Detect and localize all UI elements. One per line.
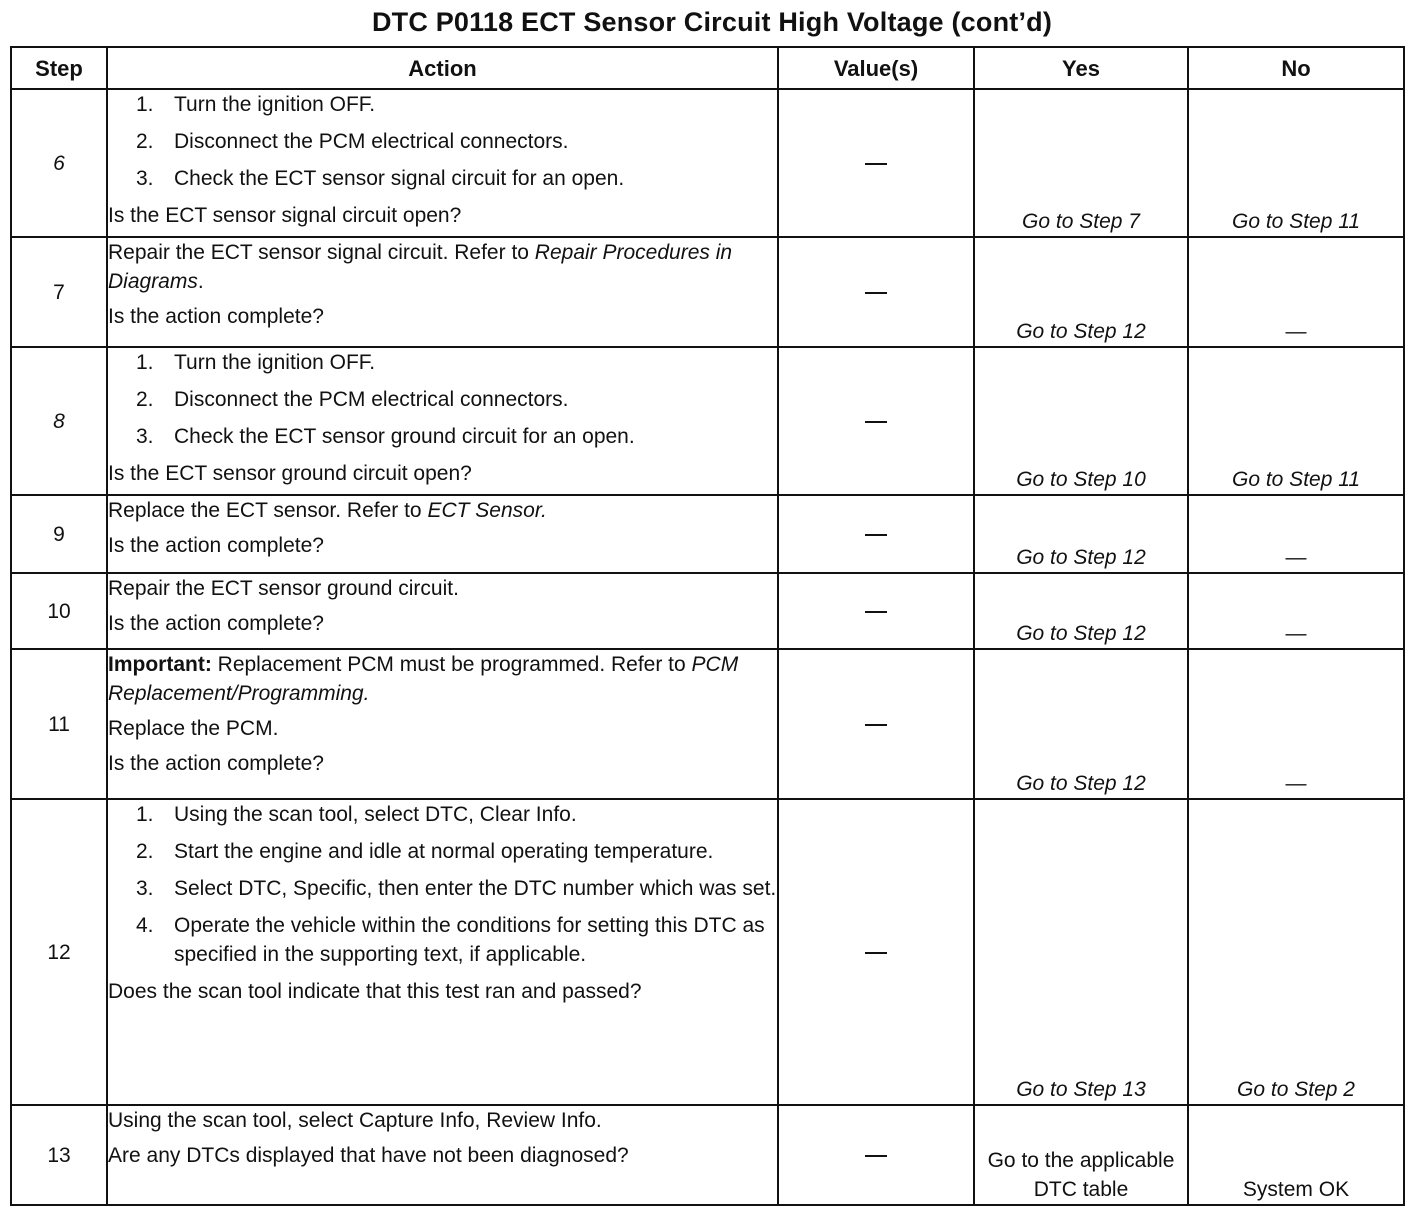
reference-link-text: Repair Procedures in Diagrams — [108, 241, 733, 293]
table-row — [11, 347, 1404, 495]
no-cell: Go to Step 11 — [1188, 89, 1404, 237]
step-number: 8 — [11, 347, 107, 495]
value-cell — [778, 495, 974, 573]
action-text: Replace the PCM. — [108, 717, 279, 740]
dash-mark — [865, 724, 887, 726]
reference-link-text: PCM Replacement/Programming. — [108, 653, 739, 705]
header-action: Action — [107, 47, 778, 89]
action-question: Is the action complete? — [108, 612, 324, 635]
table-row — [11, 89, 1404, 237]
no-cell: Go to Step 2 — [1188, 799, 1404, 1105]
action-question: Does the scan tool indicate that this test ran and passed? — [108, 980, 642, 1003]
yes-cell: Go to Step 12 — [974, 649, 1188, 799]
value-cell — [778, 573, 974, 649]
action-steps-list — [108, 90, 777, 193]
no-cell: Go to Step 11 — [1188, 347, 1404, 495]
action-question: Is the action complete? — [108, 305, 324, 328]
action-text: Replace the ECT sensor. Refer to ECT Sensor. — [108, 499, 547, 522]
step-number: 11 — [11, 649, 107, 799]
step-number: 9 — [11, 495, 107, 573]
list-item: 1. Using the scan tool, select DTC, Clear Info. — [136, 803, 577, 826]
action-question: Is the ECT sensor signal circuit open? — [108, 204, 462, 227]
no-cell: — — [1188, 237, 1404, 347]
table-header-row — [11, 47, 1404, 89]
list-item: 2. Disconnect the PCM electrical connectors. — [136, 388, 569, 411]
list-item: 1. Turn the ignition OFF. — [136, 93, 376, 116]
page-title: DTC P0118 ECT Sensor Circuit High Voltage (cont’d) — [371, 7, 1053, 37]
table-row — [11, 649, 1404, 799]
no-cell: — — [1188, 495, 1404, 573]
yes-cell: Go to Step 12 — [974, 495, 1188, 573]
dash-mark — [865, 952, 887, 954]
table-row — [11, 237, 1404, 347]
important-label: Important: — [108, 653, 212, 676]
value-cell — [778, 649, 974, 799]
step-number: 13 — [11, 1105, 107, 1205]
dash-mark — [865, 611, 887, 613]
value-cell — [778, 237, 974, 347]
yes-cell: Go to Step 13 — [974, 799, 1188, 1105]
action-text: Repair the ECT sensor signal circuit. Refer to Repair Procedures in Diagrams. — [108, 241, 733, 293]
value-cell — [778, 1105, 974, 1205]
action-steps-list — [108, 348, 777, 451]
list-item: 1. Turn the ignition OFF. — [136, 351, 376, 374]
value-cell — [778, 799, 974, 1105]
diagnostic-table — [10, 46, 1405, 1206]
yes-cell: Go to Step 12 — [974, 237, 1188, 347]
action-cell — [107, 89, 778, 237]
no-cell: — — [1188, 649, 1404, 799]
header-yes: Yes — [974, 47, 1188, 89]
header-values: Value(s) — [778, 47, 974, 89]
list-item: 2. Disconnect the PCM electrical connectors. — [136, 130, 569, 153]
yes-cell: Go to Step 7 — [974, 89, 1188, 237]
list-item: 3. Select DTC, Specific, then enter the DTC number which was set. — [136, 877, 777, 900]
no-cell: — — [1188, 573, 1404, 649]
action-text: Using the scan tool, select Capture Info, Review Info. — [108, 1109, 602, 1132]
list-item: 2. Start the engine and idle at normal operating temperature. — [136, 840, 714, 863]
table-row — [11, 799, 1404, 1105]
action-cell — [107, 573, 778, 649]
dash-mark — [865, 1155, 887, 1157]
step-number: 7 — [11, 237, 107, 347]
yes-cell: Go to the applicable DTC table — [974, 1105, 1188, 1205]
list-item: 3. Check the ECT sensor signal circuit for an open. — [136, 167, 625, 190]
table-row — [11, 495, 1404, 573]
header-no: No — [1188, 47, 1404, 89]
header-step: Step — [11, 47, 107, 89]
no-cell: System OK — [1188, 1105, 1404, 1205]
value-cell — [778, 347, 974, 495]
value-cell — [778, 89, 974, 237]
action-question: Are any DTCs displayed that have not been diagnosed? — [108, 1144, 629, 1167]
action-steps-list — [108, 800, 777, 969]
list-item: 3. Check the ECT sensor ground circuit for an open. — [136, 425, 635, 448]
action-question: Is the action complete? — [108, 752, 324, 775]
step-number: 10 — [11, 573, 107, 649]
action-cell — [107, 347, 778, 495]
important-note: Important: Replacement PCM must be programmed. Refer to PCM Replacement/Programming. — [108, 653, 739, 705]
list-item: 4. Operate the vehicle within the conditions for setting this DTC as specified in the supporting text, if applicable. — [136, 914, 765, 966]
dash-mark — [865, 292, 887, 294]
action-cell — [107, 1105, 778, 1205]
dash-mark — [865, 534, 887, 536]
reference-link-text: ECT Sensor. — [427, 499, 547, 522]
yes-cell: Go to Step 12 — [974, 573, 1188, 649]
dash-mark — [865, 421, 887, 423]
table-row — [11, 1105, 1404, 1205]
action-cell — [107, 649, 778, 799]
step-number: 6 — [11, 89, 107, 237]
action-cell — [107, 799, 778, 1105]
yes-cell: Go to Step 10 — [974, 347, 1188, 495]
action-cell — [107, 237, 778, 347]
step-number: 12 — [11, 799, 107, 1105]
dash-mark — [865, 163, 887, 165]
action-text: Repair the ECT sensor ground circuit. — [108, 577, 459, 600]
action-question: Is the ECT sensor ground circuit open? — [108, 462, 472, 485]
action-question: Is the action complete? — [108, 534, 324, 557]
table-row — [11, 573, 1404, 649]
action-cell — [107, 495, 778, 573]
